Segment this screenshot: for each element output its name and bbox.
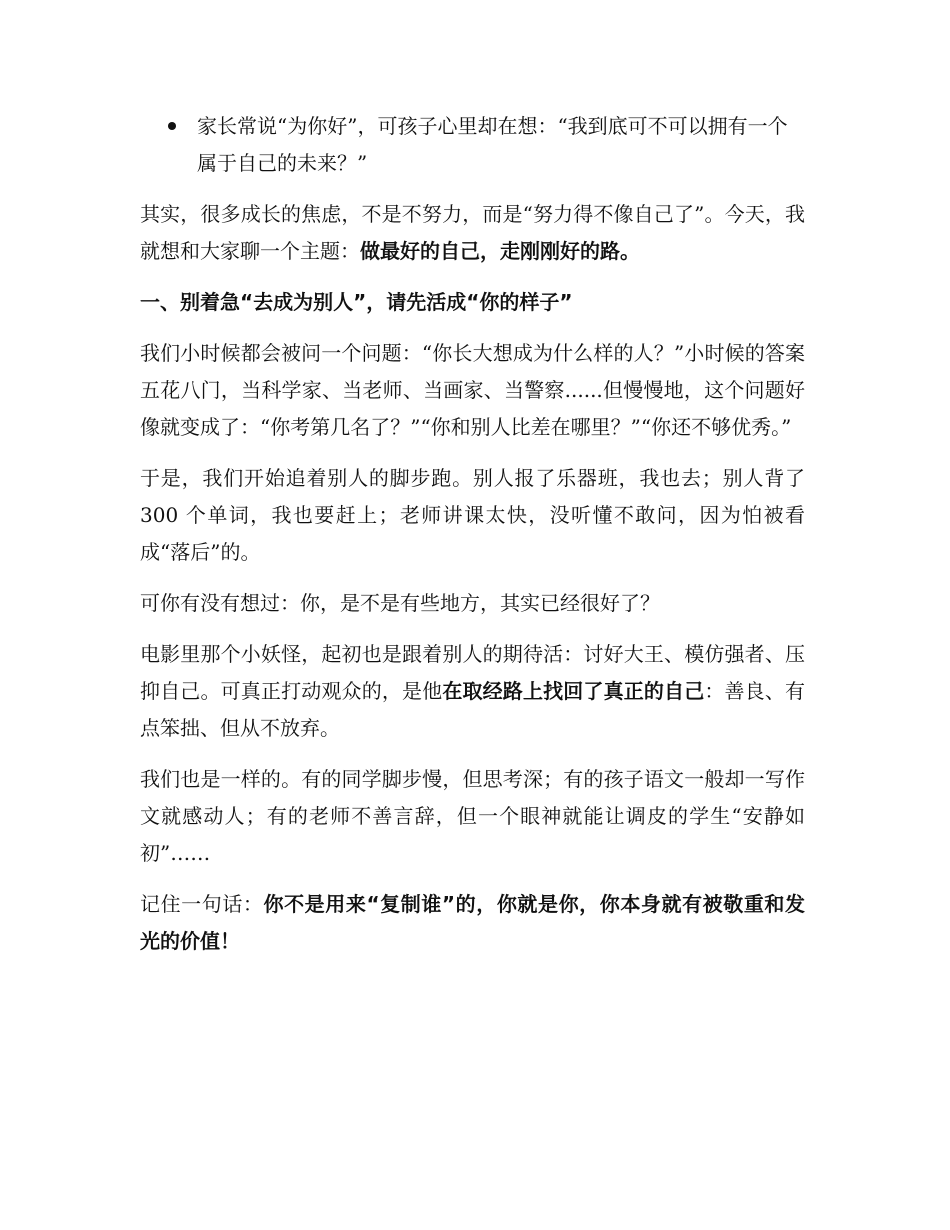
intro-paragraph <box>140 196 805 270</box>
paragraph-reflection: 可你有没有想过：你，是不是有些地方，其实已经很好了？ <box>140 591 660 615</box>
movie-text-bold: 在取经路上找回了真正的自己 <box>442 679 705 703</box>
bullet-dot-icon <box>168 122 176 130</box>
paragraph-movie <box>140 636 805 747</box>
movie-text-before: 电影里那个小妖怪，起初也是跟着别人的期待活：讨好大王、模仿强者、压抑自己。可真正打动观众的，是他 <box>140 642 805 703</box>
bullet-text: 家长常说“为你好”，可孩子心里却在想：“我到底可不可以拥有一个属于自己的未来？” <box>197 114 788 175</box>
intro-theme: 做最好的自己，走刚刚好的路。 <box>360 239 640 263</box>
section-heading: 一、别着急“去成为别人”，请先活成“你的样子” <box>140 290 573 314</box>
bullet-item <box>140 108 805 182</box>
document-page <box>140 108 805 974</box>
paragraph-questions: 我们小时候都会被问一个问题：“你长大想成为什么样的人？”小时候的答案五花八门，当科学家、当老师、当画家、当警察......但慢慢地，这个问题好像就变成了：“你考第几名了？”“你和别人比差在哪里？”“你还不够优秀。” <box>140 341 805 439</box>
intro-text: 其实，很多成长的焦虑，不是不努力，而是“努力得不像自己了”。今天，我就想和大家聊一个主题： <box>140 202 805 263</box>
paragraph-conclusion <box>140 886 805 960</box>
movie-text-after: ：善良、有点笨拙、但从不放弃。 <box>140 679 805 740</box>
conclusion-text-bold: 你不是用来“复制谁”的，你就是你，你本身就有被敬重和发光的价值！ <box>140 892 806 953</box>
conclusion-text-before: 记住一句话： <box>140 892 264 916</box>
paragraph-examples: 我们也是一样的。有的同学脚步慢，但思考深；有的孩子语文一般却一写作文就感动人；有的老师不善言辞，但一个眼神就能让调皮的学生“安静如初”…… <box>140 767 805 865</box>
paragraph-chasing: 于是，我们开始追着别人的脚步跑。别人报了乐器班，我也去；别人背了 300 个单词，我也要赶上；老师讲课太快，没听懂不敢问，因为怕被看成“落后”的。 <box>140 466 805 564</box>
